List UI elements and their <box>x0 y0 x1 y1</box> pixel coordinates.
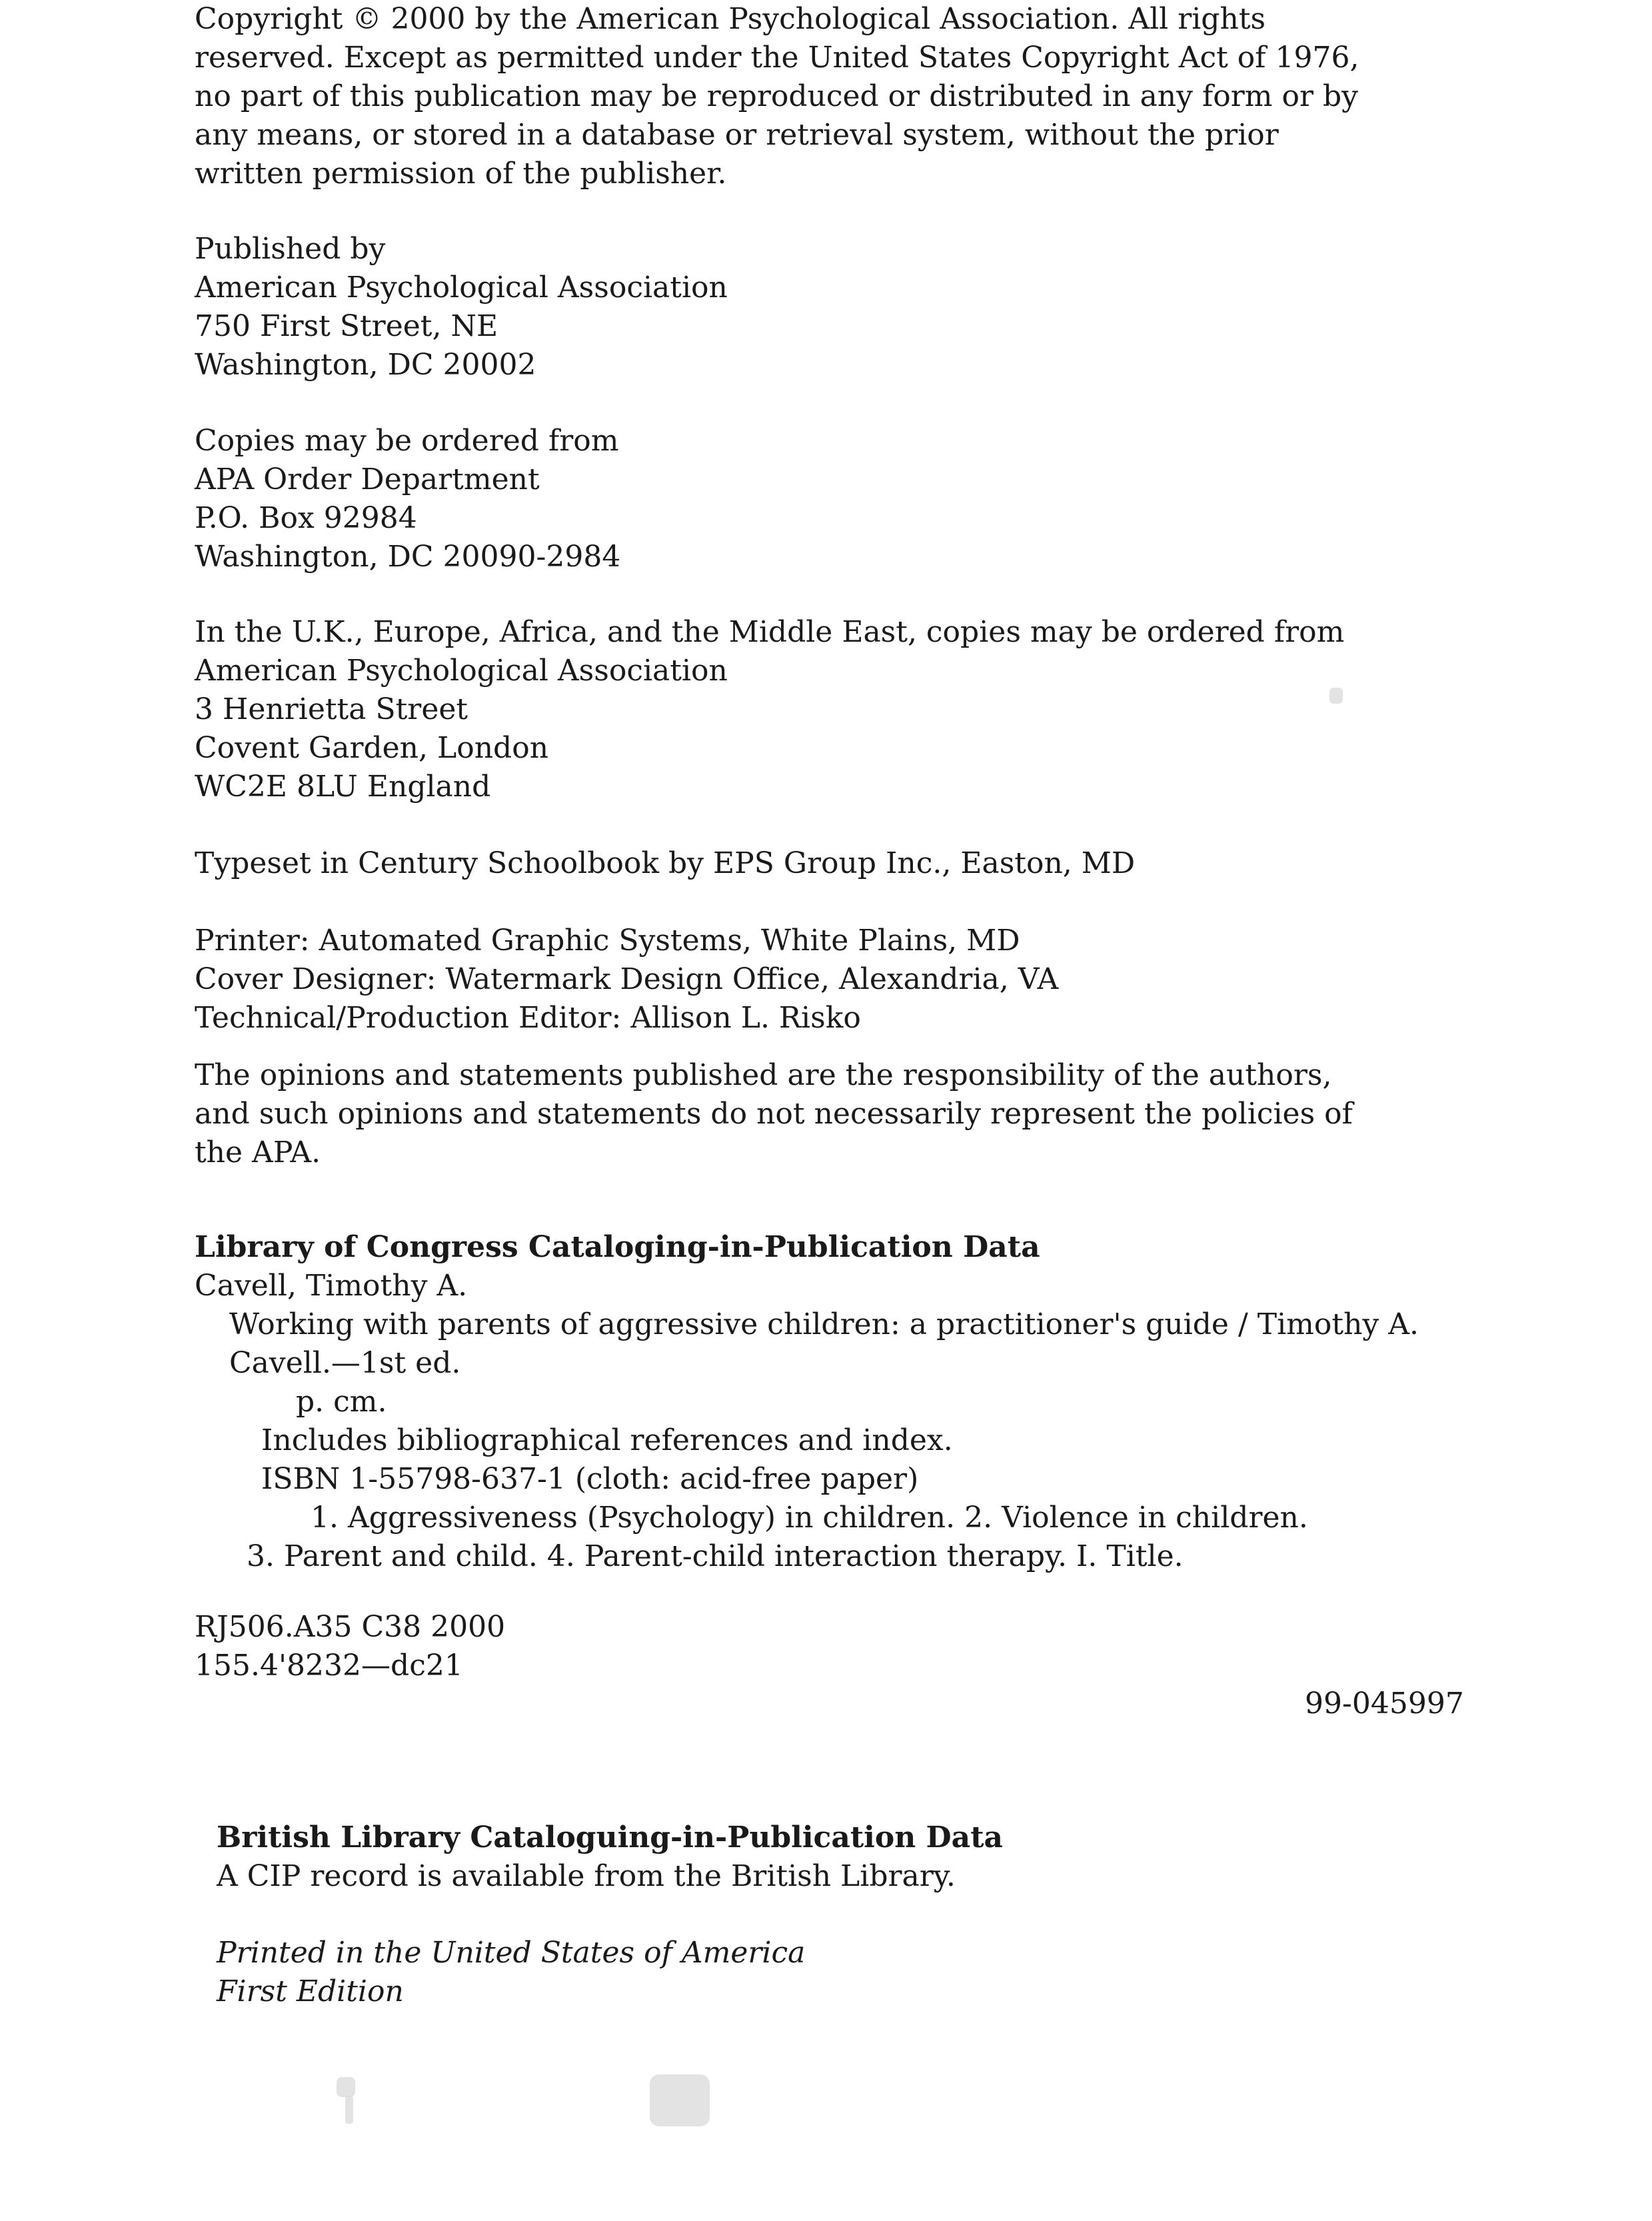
disclaimer-line: The opinions and statements published are the responsibility of the authors, <box>195 1058 1332 1092</box>
cip-pages: p. cm. <box>296 1385 387 1419</box>
disclaimer-line: and such opinions and statements do not necessarily represent the policies of <box>195 1097 1353 1131</box>
cip-title: Working with parents of aggressive children: a practitioner's guide / Timothy A. <box>229 1307 1419 1341</box>
us-order-address <box>195 422 620 576</box>
uk-order-line: In the U.K., Europe, Africa, and the Middle East, copies may be ordered from <box>195 615 1345 649</box>
production-credits <box>195 922 1058 1038</box>
disclaimer-line: the APA. <box>195 1135 321 1169</box>
uk-order-address <box>195 613 1344 806</box>
publisher-line: American Psychological Association <box>195 271 728 305</box>
cip-control-number: 99-045997 <box>1305 1687 1464 1721</box>
printing-line: Printed in the United States of America <box>217 1936 806 1970</box>
us-order-line: Washington, DC 20090-2984 <box>195 540 621 574</box>
credit-line: Cover Designer: Watermark Design Office, Alexandria, VA <box>195 962 1059 996</box>
us-order-line: Copies may be ordered from <box>195 424 619 458</box>
cip-author: Cavell, Timothy A. <box>195 1269 468 1303</box>
scan-artifact <box>345 2096 353 2124</box>
cip-title-continued: Cavell.—1st ed. <box>229 1346 461 1380</box>
loc-cip-heading: Library of Congress Cataloging-in-Publication Data <box>195 1230 1040 1264</box>
uk-order-line: WC2E 8LU England <box>195 770 491 804</box>
copyright-line: no part of this publication may be reproduced or distributed in any form or by <box>195 79 1359 113</box>
cip-dewey: 155.4'8232—dc21 <box>195 1649 463 1683</box>
loc-cip-record <box>195 1228 1419 1576</box>
cip-lc-class: RJ506.A35 C38 2000 <box>195 1610 506 1644</box>
typeset-info <box>195 844 1135 883</box>
scan-artifact <box>337 2077 355 2097</box>
copyright-line: written permission of the publisher. <box>195 157 727 191</box>
scan-artifact <box>650 2074 710 2126</box>
cip-subjects: 1. Aggressiveness (Psychology) in children. 2. Violence in children. <box>311 1501 1308 1535</box>
copyright-notice <box>195 0 1359 193</box>
us-order-line: APA Order Department <box>195 462 540 496</box>
cip-classification <box>195 1608 505 1685</box>
british-cip-text: A CIP record is available from the British Library. <box>217 1859 956 1893</box>
credit-line: Printer: Automated Graphic Systems, White Plains, MD <box>195 924 1020 958</box>
uk-order-line: Covent Garden, London <box>195 731 549 765</box>
copyright-line: reserved. Except as permitted under the United States Copyright Act of 1976, <box>195 41 1359 75</box>
cip-includes: Includes bibliographical references and index. <box>261 1423 953 1457</box>
copyright-line: any means, or stored in a database or retrieval system, without the prior <box>195 118 1279 152</box>
credit-line: Technical/Production Editor: Allison L. Risko <box>195 1001 861 1035</box>
publisher-line: 750 First Street, NE <box>195 309 498 343</box>
printing-info <box>217 1934 805 2011</box>
uk-order-line: American Psychological Association <box>195 654 728 688</box>
british-cip-record <box>217 1819 1003 1896</box>
british-cip-heading: British Library Cataloguing-in-Publication Data <box>217 1821 1004 1854</box>
printing-line: First Edition <box>217 1974 404 2008</box>
publisher-address <box>195 230 728 384</box>
disclaimer <box>195 1056 1353 1172</box>
cip-isbn: ISBN 1-55798-637-1 (cloth: acid-free paper) <box>261 1462 919 1496</box>
scan-artifact <box>1329 688 1343 704</box>
us-order-line: P.O. Box 92984 <box>195 501 417 535</box>
uk-order-line: 3 Henrietta Street <box>195 692 468 726</box>
publisher-line: Washington, DC 20002 <box>195 348 536 382</box>
typeset-line: Typeset in Century Schoolbook by EPS Group Inc., Easton, MD <box>195 846 1136 880</box>
copyright-line: Copyright © 2000 by the American Psychological Association. All rights <box>195 2 1266 36</box>
cip-subjects-continued: 3. Parent and child. 4. Parent-child interaction therapy. I. Title. <box>247 1539 1184 1573</box>
publisher-line: Published by <box>195 232 386 266</box>
